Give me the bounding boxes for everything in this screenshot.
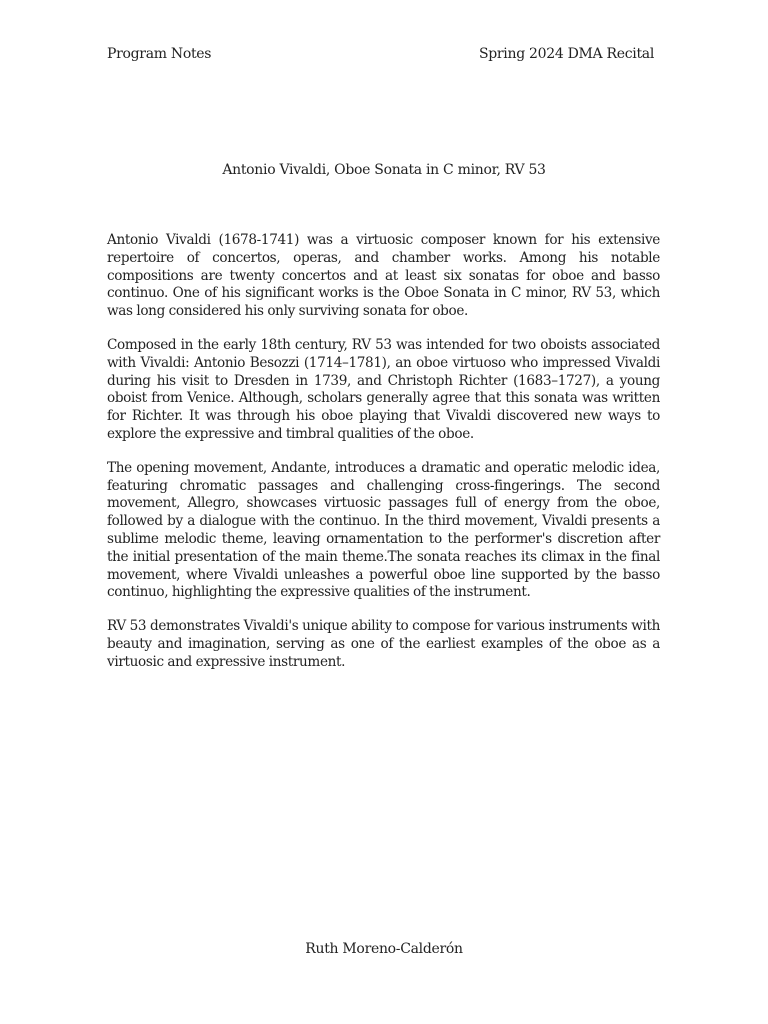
- paragraph-intro: Antonio Vivaldi (1678-1741) was a virtuosic composer known for his extensive repertoire of concertos, operas, and chamber works. Among his notable compositions are twenty concertos and at least six sonatas for oboe and basso continuo. One of his significant works is the Oboe Sonata in C minor, RV 53, which was long considered his only surviving sonata for oboe.: [107, 232, 660, 320]
- program-notes-body: [107, 232, 660, 688]
- header-recital-title: Spring 2024 DMA Recital: [478, 46, 654, 62]
- page-title: Antonio Vivaldi, Oboe Sonata in C minor, RV 53: [222, 162, 546, 178]
- paragraph-conclusion: RV 53 demonstrates Vivaldi's unique ability to compose for various instruments with beauty and imagination, serving as one of the earliest examples of the oboe as a virtuosic and expressive instrument.: [107, 618, 660, 670]
- paragraph-movements: The opening movement, Andante, introduces a dramatic and operatic melodic idea, featuring chromatic passages and challenging cross-fingerings. The second movement, Allegro, showcases virtuosic passages full of energy from the oboe, followed by a dialogue with the continuo. In the third movement, Vivaldi presents a sublime melodic theme, leaving ornamentation to the performer's discretion after the initial presentation of the main theme.The sonata reaches its climax in the final movement, where Vivaldi unleashes a powerful oboe line supported by the basso continuo, highlighting the expressive qualities of the instrument.: [107, 459, 660, 601]
- author-name: Ruth Moreno-Calderón: [305, 941, 463, 957]
- header-program-notes: Program Notes: [107, 46, 212, 62]
- paragraph-composition-history: Composed in the early 18th century, RV 53 was intended for two oboists associated with Vivaldi: Antonio Besozzi (1714–1781), an oboe virtuoso who impressed Vivaldi during his visit to Dresden in 1739, and Christoph Richter (1683–1727), a young oboist from Venice. Although, scholars generally agree that this sonata was written for Richter. It was through his oboe playing that Vivaldi discovered new ways to explore the expressive and timbral qualities of the oboe.: [107, 336, 660, 442]
